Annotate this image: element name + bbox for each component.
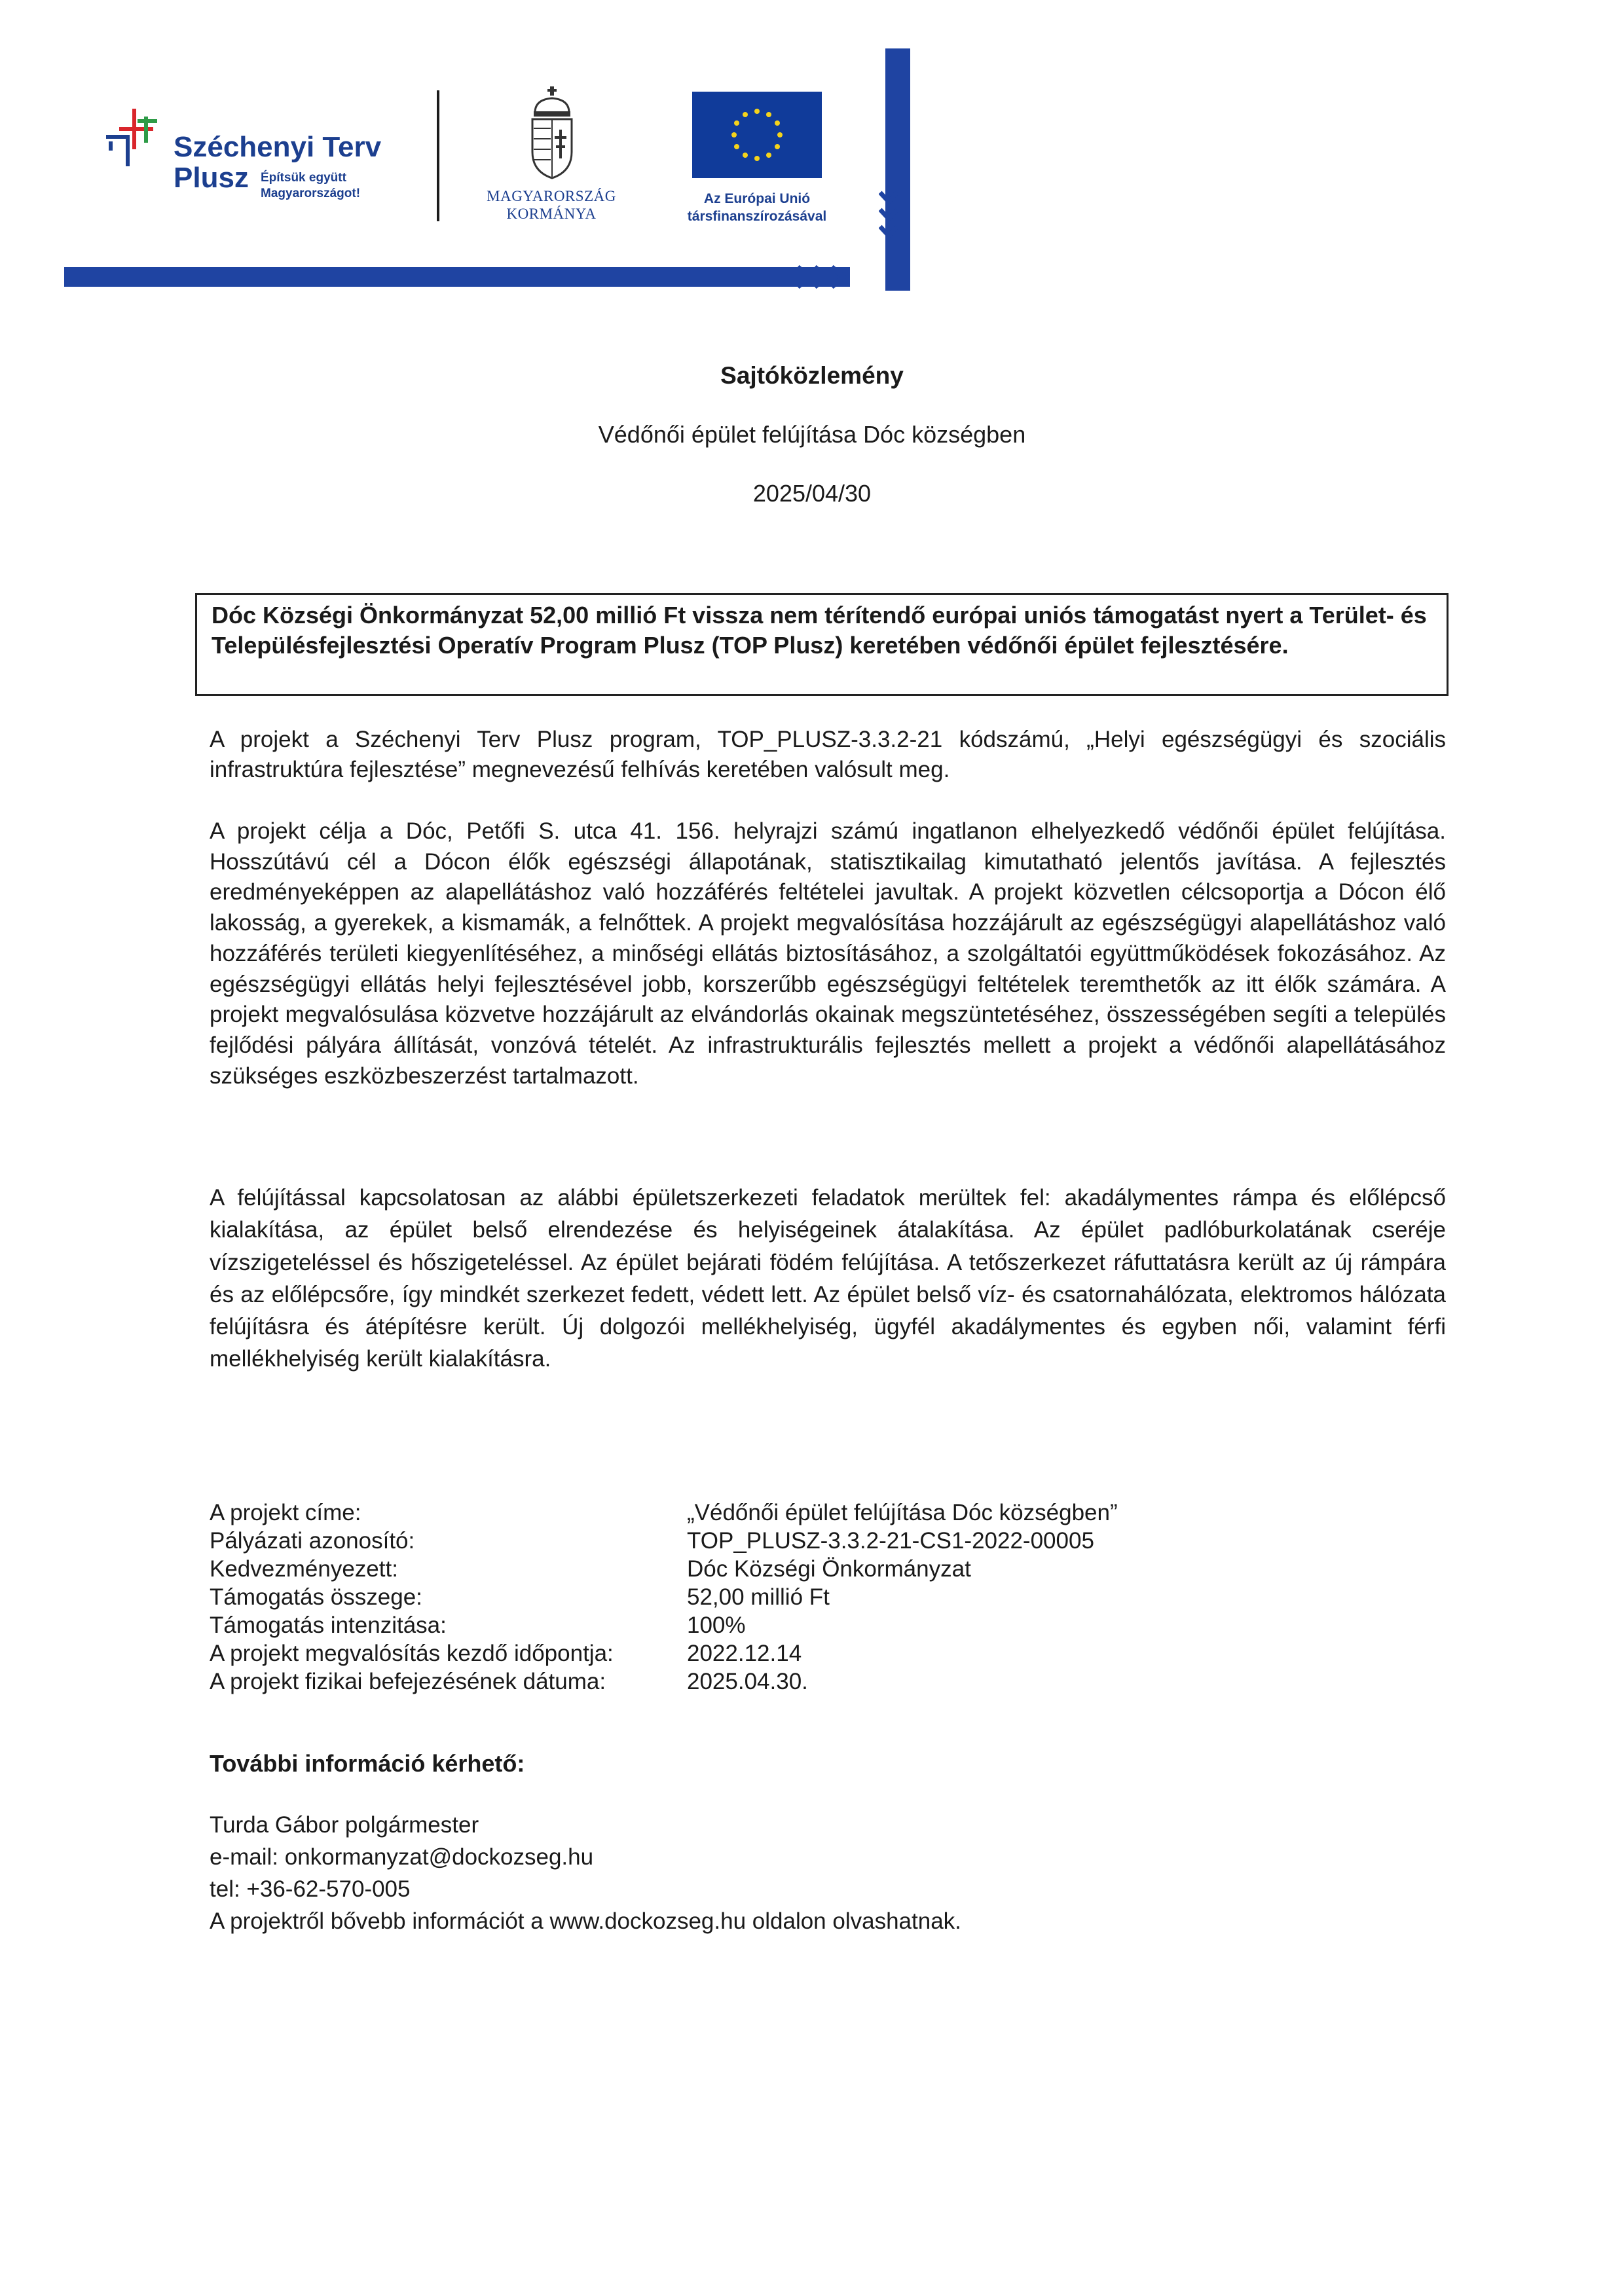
- info-label: Pályázati azonosító:: [210, 1528, 415, 1554]
- eu-line-2: társfinanszírozásával: [687, 209, 827, 224]
- contact-email: e-mail: onkormanyzat@dockozseg.hu: [210, 1844, 594, 1870]
- info-value: Dóc Községi Önkormányzat: [687, 1556, 971, 1582]
- info-row: [210, 1639, 1388, 1667]
- paragraph-program: A projekt a Széchenyi Terv Plusz program, TOP_PLUSZ-3.3.2-21 kódszámú, „Helyi egészségügyi és szociális infrastruktúra fejlesztése” megnevezésű felhívás keretében valósult meg.: [210, 727, 1446, 782]
- info-row: [210, 1527, 1388, 1555]
- contact-web-note: A projektről bővebb információt a www.dockozseg.hu oldalon olvashatnak.: [210, 1908, 961, 1934]
- document-title: Sajtóközlemény: [720, 362, 904, 389]
- contact-name: Turda Gábor polgármester: [210, 1812, 479, 1838]
- info-row: [210, 1499, 1388, 1527]
- header-vertical-bar: [885, 48, 910, 291]
- paragraph-goals: A projekt célja a Dóc, Petőfi S. utca 41. 156. helyrajzi számú ingatlanon elhelyezkedő védőnői épület felújítása. Hosszútávú cél a Dócon élők egészségi állapotának, statisztikailag kimutatható jelentős javítása. A fejlesztés eredményeképpen az alapellátáshoz való hozzáférés feltételei javultak. A projekt közvetlen célcsoportja a Dócon élő lakosság, a gyerekek, a kismamák, a felnőttek. A projekt megvalósítása hozzájárult az egészségügyi alapellátáshoz való hozzáférés területi kiegyenlítéséhez, a minőségi ellátás biztosításához, a szolgáltatói együttműködések fokozásához. Az egészségügyi ellátás helyi fejlesztésével jobb, korszerűbb egészségügyi feltételek teremthetők az itt élők számára. A projekt megvalósulása közvetve hozzájárult az elvándorlás okainak megszüntetéséhez, összességében segíti a település fejlődési pályára állítását, vonzóvá tételét. Az infrastrukturális fejlesztés mellett a projekt a védőnői alapellátásához szükséges eszközbeszerzést tartalmazott.: [210, 818, 1446, 1089]
- document-date: 2025/04/30: [752, 480, 872, 507]
- info-label: Kedvezményezett:: [210, 1556, 398, 1582]
- info-value: 100%: [687, 1613, 746, 1638]
- slogan-line-2: Magyarországot!: [261, 187, 361, 200]
- document-subtitle: Védőnői épület felújítása Dóc községben: [598, 421, 1026, 448]
- government-label: [473, 187, 630, 223]
- szechenyi-plusz: Plusz: [174, 162, 249, 194]
- info-row: [210, 1555, 1388, 1583]
- gov-line-1: MAGYARORSZÁG: [487, 188, 616, 204]
- info-label: Támogatás intenzitása:: [210, 1613, 447, 1638]
- szechenyi-title: Széchenyi Terv: [174, 131, 382, 163]
- info-label: A projekt megvalósítás kezdő időpontja:: [210, 1641, 614, 1666]
- more-info-heading: További információ kérhető:: [210, 1750, 525, 1777]
- info-value: 52,00 millió Ft: [687, 1584, 830, 1610]
- eu-label: [668, 190, 846, 225]
- hungarian-coat-of-arms-icon: [528, 86, 576, 179]
- szechenyi-cross-icon: [106, 97, 178, 169]
- info-row: [210, 1667, 1388, 1696]
- chevron-right-icon: [792, 264, 871, 289]
- chevron-down-icon: [879, 190, 898, 242]
- contact-block: [210, 1809, 961, 1937]
- eu-line-1: Az Európai Unió: [703, 191, 811, 206]
- summary-box: [195, 593, 1449, 696]
- info-value: TOP_PLUSZ-3.3.2-21-CS1-2022-00005: [687, 1528, 1094, 1554]
- logo-divider: [437, 90, 439, 221]
- gov-line-2: KORMÁNYA: [506, 206, 597, 222]
- info-value: „Védőnői épület felújítása Dóc községben”: [687, 1500, 1118, 1525]
- eu-flag-icon: [692, 92, 822, 178]
- slogan-line-1: Építsük együtt: [261, 171, 346, 185]
- info-value: 2022.12.14: [687, 1641, 802, 1666]
- paragraph-works: A felújítással kapcsolatosan az alábbi épületszerkezeti feladatok merültek fel: akadálymentes rámpa és előlépcső kialakítása, az épület belső elrendezése és helyiségeinek átalakítása. Az épület padlóburkolatának cseréje vízszigeteléssel és hőszigeteléssel. Az épület bejárati födém felújítása. A tetőszerkezet ráfuttatásra került az új rámpára és az előlépcsőre, így mindkét szerkezet fedett, védett lett. Az épület belső víz- és csatornahálózata, elektromos hálózata felújításra és átépítésre került. Új dolgozói mellékhelyiség, ügyfél akadálymentes és egyben női, valamint férfi mellékhelyiség került kialakításra.: [210, 1185, 1446, 1372]
- info-label: A projekt fizikai befejezésének dátuma:: [210, 1669, 606, 1694]
- szechenyi-slogan: [261, 170, 360, 202]
- info-label: Támogatás összege:: [210, 1584, 422, 1610]
- info-label: A projekt címe:: [210, 1500, 361, 1525]
- project-info-table: [210, 1499, 1388, 1696]
- info-row: [210, 1611, 1388, 1639]
- summary-text: Dóc Községi Önkormányzat 52,00 millió Ft vissza nem térítendő európai uniós támogatást nyert a Terület- és Településfejlesztési Operatív Program Plusz (TOP Plusz) keretében védőnői épület fejlesztésére.: [212, 602, 1427, 659]
- header: [0, 0, 1624, 301]
- info-row: [210, 1583, 1388, 1611]
- info-value: 2025.04.30.: [687, 1669, 808, 1694]
- header-horizontal-bar: [64, 267, 850, 287]
- contact-phone: tel: +36-62-570-005: [210, 1876, 411, 1902]
